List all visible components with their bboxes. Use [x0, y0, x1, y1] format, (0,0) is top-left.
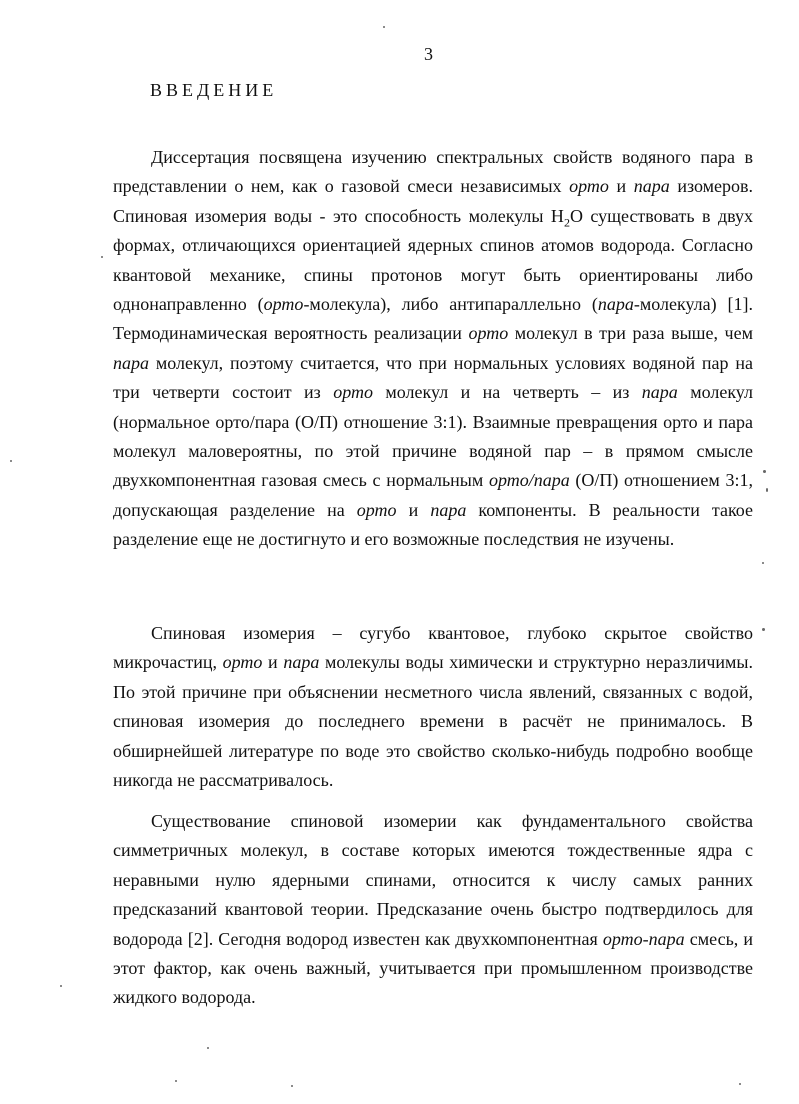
scan-speck	[175, 1080, 177, 1082]
scan-speck	[762, 562, 764, 564]
paragraph-2: Спиновая изомерия – сугубо квантовое, глубоко скрытое свойство микрочастиц, орто и пара молекулы воды химически и структурно неразличимы. По этой причине при объяснении несметного числа явлений, связанных с водой, спиновая изомерия до последнего времени в расчёт не принималось. В обширнейшей литературе по воде это свойство сколько-нибудь подробно вообще никогда не рассматривалось.	[113, 623, 753, 791]
paragraph-3: Существование спиновой изомерии как фундаментального свойства симметричных молекул, в составе которых имеются тождественные ядра с неравными нулю ядерными спинами, относится к числу самых ранних предсказаний квантовой теории. Предсказание очень быстро подтвердилось для водорода [2]. Сегодня водород известен как двухкомпонентная орто-пара смесь, и этот фактор, как очень важный, учитывается при промышленном производстве жидкого водорода.	[113, 811, 754, 1008]
scan-speck	[739, 1083, 741, 1085]
scan-speck	[101, 256, 103, 258]
scan-speck	[383, 26, 385, 28]
page-number: 3	[424, 44, 433, 64]
section-heading: ВВЕДЕНИЕ	[150, 80, 278, 100]
scan-speck	[10, 460, 12, 462]
scan-speck	[207, 1047, 209, 1049]
scan-speck	[762, 628, 765, 631]
scan-speck	[291, 1085, 293, 1087]
paragraph-1: Диссертация посвящена изучению спектральных свойств водяного пара в представлении о нем, как о газовой смеси независимых орто и пара изомеров. Спиновая изомерия воды - это способность молекулы $H_2O$ существовать в двух формах, отличающихся ориентацией ядерных спинов атомов водорода. Согласно квантовой механике, спины протонов могут быть ориентированы либо однонаправленно (орто-молекула), либо антипараллельно (пара-молекула) [1]. Термодинамическая вероятность реализации орто молекул в три раза выше, чем пара молекул, поэтому считается, что при нормальных условиях водяной пар на три четверти состоит из орто молекул и на четверть – из пара молекул (нормальное орто/пара (О/П) отношение 3:1). Взаимные превращения орто и пара молекул маловероятны, по этой причине водяной пар – в прямом смысле двухкомпонентная газовая смесь с нормальным орто/пара (О/П) отношением 3:1, допускающая разделение на орто и пара компоненты. В реальности такое разделение еще не достигнуто и его возможные последствия не изучены.	[113, 147, 754, 550]
scan-speck	[763, 470, 766, 473]
scan-speck	[60, 985, 62, 987]
scan-speck	[766, 488, 768, 492]
